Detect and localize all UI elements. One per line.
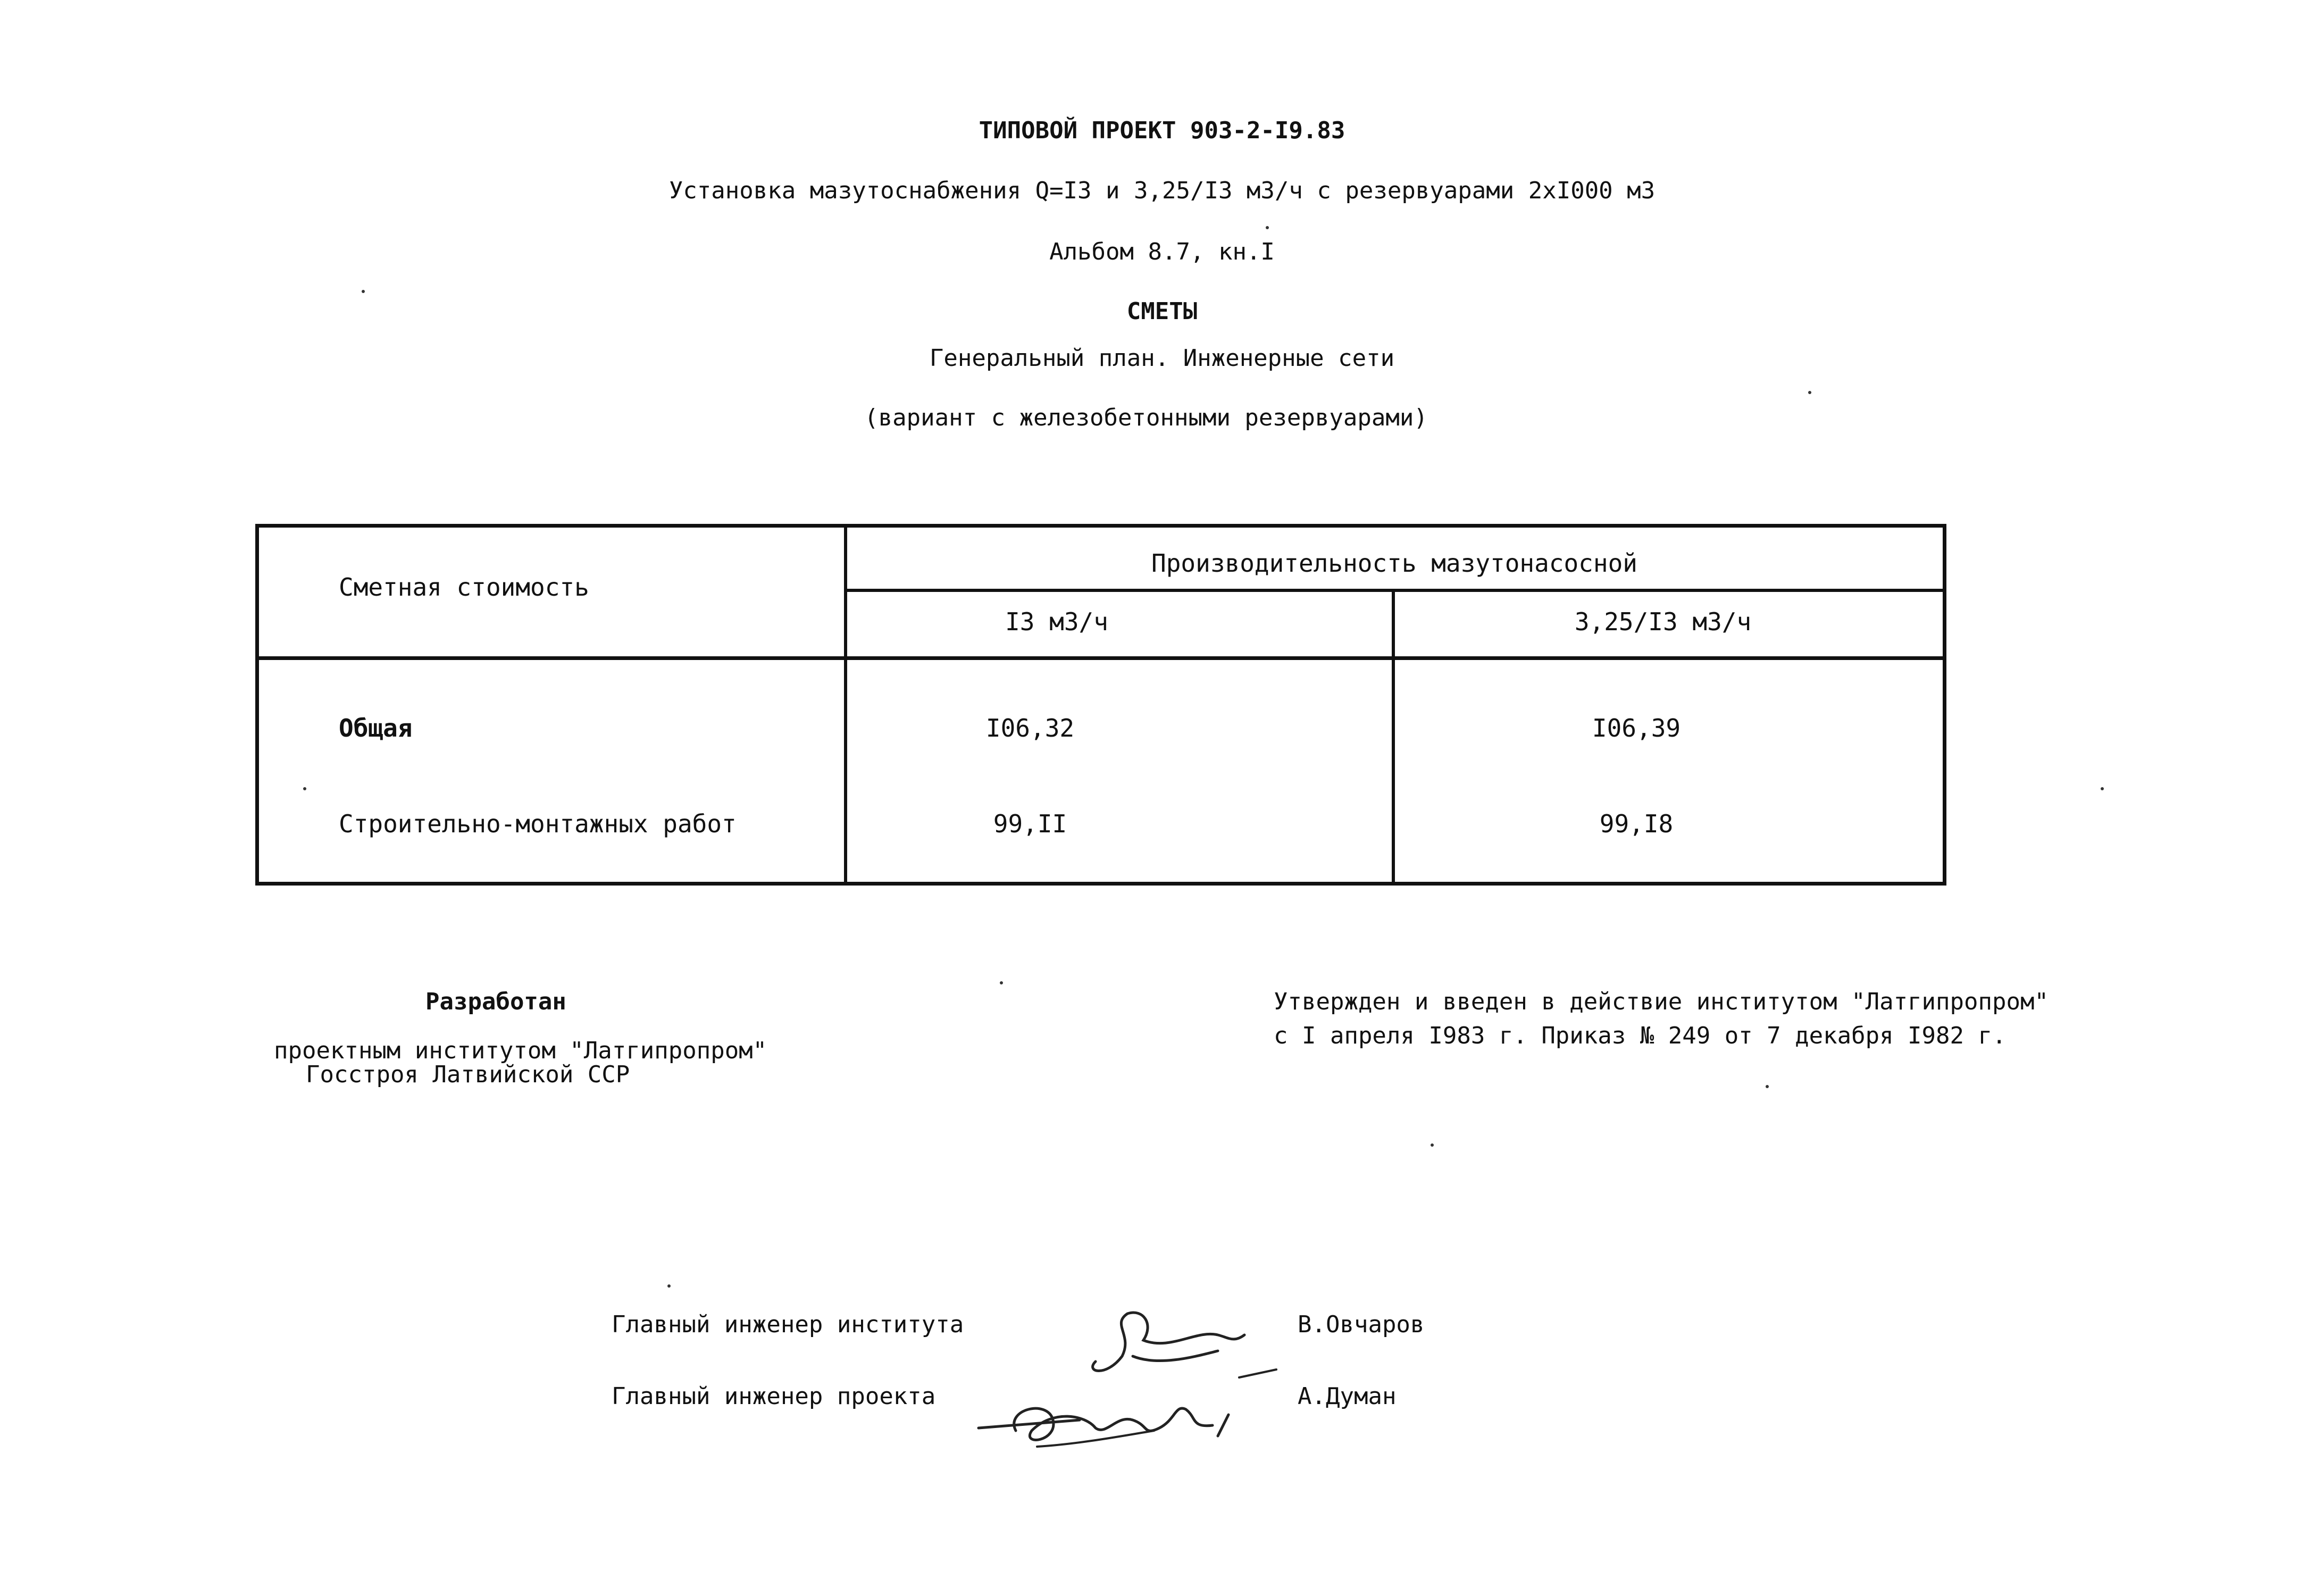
cost-table — [255, 524, 1946, 886]
handwritten-signature-2 — [973, 1377, 1271, 1468]
table-cell: I06,32 — [985, 714, 1075, 742]
scan-speck — [1808, 391, 1811, 394]
table-cell: 99,I8 — [1599, 809, 1674, 838]
table-divider-h1 — [844, 589, 1945, 592]
album-label: Альбом 8.7, кн.I — [1049, 238, 1275, 265]
scan-speck — [303, 787, 306, 790]
developer-line2: Госстроя Латвийской ССР — [306, 1061, 630, 1088]
scan-speck — [1766, 1085, 1769, 1088]
table-col-header-2: 3,25/I3 м3/ч — [1574, 607, 1752, 636]
table-cell: I06,39 — [1592, 714, 1681, 742]
table-group-header: Производительность мазутонасосной — [1151, 549, 1637, 578]
table-cell: 99,II — [993, 809, 1067, 838]
installation-title: Установка мазутоснабжения Q=I3 и 3,25/I3 м3/ч с резервуарами 2xI000 м3 — [668, 177, 1656, 204]
variant-note: (вариант с железобетонными резервуарами) — [864, 404, 1428, 431]
table-corner-header: Сметная стоимость — [339, 573, 589, 602]
table-col-header-1: I3 м3/ч — [1005, 607, 1108, 636]
table-divider-h2 — [259, 656, 1945, 660]
signature-name-1: В.Овчаров — [1298, 1311, 1425, 1338]
scan-speck — [2101, 787, 2104, 790]
developer-line1: проектным институтом "Латгипропром" — [274, 1037, 767, 1064]
signature-name-2: А.Думан — [1298, 1383, 1397, 1410]
signature-role-1: Главный инженер института — [612, 1311, 964, 1338]
section-title: СМЕТЫ — [1126, 298, 1198, 325]
scan-speck — [1431, 1143, 1434, 1147]
developer-heading: Разработан — [425, 988, 566, 1015]
table-divider-v1 — [844, 528, 847, 883]
approval-line2: с I апреля I983 г. Приказ № 249 от 7 декабря I982 г. — [1274, 1022, 2007, 1049]
project-title: ТИПОВОЙ ПРОЕКТ 903-2-I9.83 — [979, 117, 1345, 144]
signature-role-2: Главный инженер проекта — [612, 1383, 936, 1410]
table-row-label: Строительно-монтажных работ — [339, 809, 737, 838]
scan-speck — [1000, 981, 1003, 984]
scan-speck — [667, 1284, 671, 1288]
table-row-label: Общая — [339, 714, 413, 742]
table-divider-v2 — [1392, 589, 1395, 883]
scan-speck — [1266, 226, 1269, 229]
approval-line1: Утвержден и введен в действие институтом "Латгипропром" — [1274, 988, 2049, 1015]
scan-speck — [362, 290, 365, 293]
subsection-title: Генеральный план. Инженерные сети — [929, 345, 1395, 372]
